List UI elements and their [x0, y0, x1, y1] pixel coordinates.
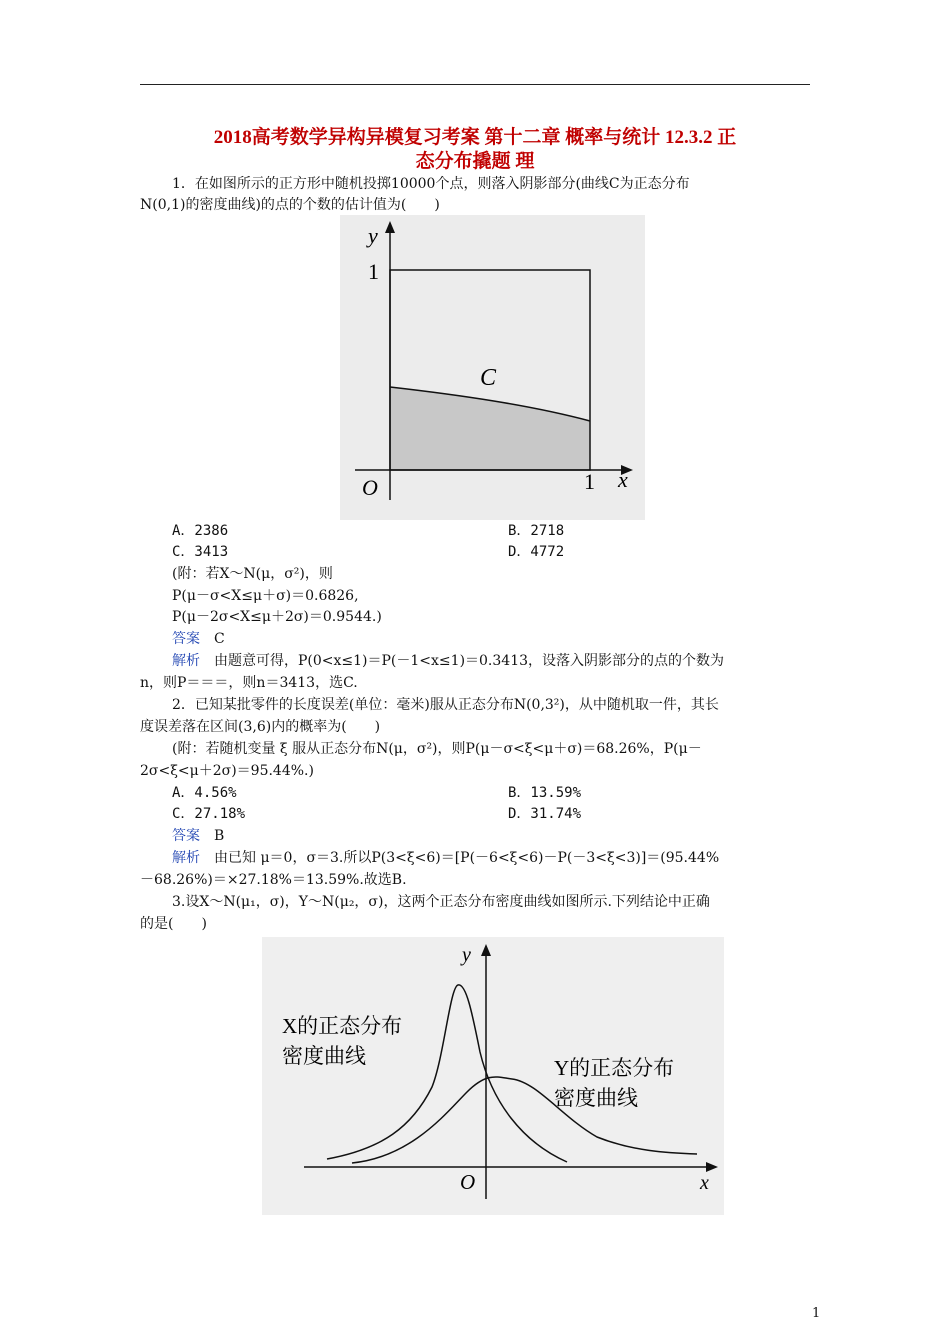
fig3-origin: O [460, 1170, 476, 1194]
fig1-one-x: 1 [584, 469, 595, 494]
fig3-y-label: y [462, 944, 471, 966]
q2-text-1: 2．已知某批零件的长度误差(单位：毫米)服从正态分布N(0,3²)，从中随机取一件，其长 [172, 697, 719, 713]
fig1-c-label: C [480, 365, 497, 391]
q1-answer [172, 630, 225, 649]
title-line-2: 态分布撬题 理 [415, 151, 535, 172]
q1-note-2: P(μ－σ<X≤μ＋σ)＝0.6826, [172, 588, 359, 604]
q2-option-b: B．13.59% [508, 785, 582, 801]
fig3-y-curve-label-1: Y的正态分布 [554, 1056, 675, 1080]
q2-option-c: C．27.18% [172, 806, 246, 822]
fig1-one-y: 1 [368, 259, 379, 284]
answer-value: C [214, 631, 225, 647]
q1-option-d: D．4772 [508, 544, 565, 560]
q2-note-2: 2σ<ξ<μ＋2σ)＝95.44%.) [140, 763, 314, 779]
fig3-x-curve-label-1: X的正态分布 [282, 1014, 403, 1038]
q1-option-b: B．2718 [508, 523, 565, 539]
answer-label: 答案 [172, 828, 200, 844]
solution-text: 由已知 μ＝0，σ＝3.所以P(3<ξ<6)＝[P(－6<ξ<6)－P(－3<ξ<3)]＝(95.44% [214, 850, 720, 866]
fig3-y-curve-label-2: 密度曲线 [554, 1086, 638, 1110]
solution-text: 由题意可得，P(0<x≤1)＝P(－1<x≤1)＝0.3413，设落入阴影部分的点的个数为 [214, 653, 725, 669]
q1-solution-1 [172, 652, 724, 671]
fig3-x-curve-label-2: 密度曲线 [282, 1044, 366, 1068]
fig1-origin: O [362, 475, 378, 500]
q3-text-1: 3.设X～N(μ₁，σ)，Y～N(μ₂，σ)，这两个正态分布密度曲线如图所示.下列结论中正确 [172, 894, 710, 910]
answer-value: B [214, 828, 225, 844]
q2-option-d: D．31.74% [508, 806, 582, 822]
q2-answer [172, 827, 224, 846]
solution-label: 解析 [172, 653, 200, 669]
q2-solution-2: －68.26%)＝×27.18%＝13.59%.故选B. [140, 872, 407, 888]
q1-note-1: (附：若X～N(μ，σ²)，则 [172, 566, 333, 582]
q1-option-c: C．3413 [172, 544, 229, 560]
solution-label: 解析 [172, 850, 200, 866]
q1-option-a: A．2386 [172, 523, 229, 539]
q2-solution-1 [172, 849, 719, 868]
q3-text-2: 的是( ) [140, 916, 207, 932]
answer-label: 答案 [172, 631, 200, 647]
q1-solution-2: n，则P＝＝＝，则n＝3413，选C. [140, 675, 358, 691]
q3-figure [262, 937, 724, 1215]
q2-note-1: (附：若随机变量 ξ 服从正态分布N(μ，σ²)，则P(μ－σ<ξ<μ＋σ)＝68.26%，P(μ－ [172, 741, 702, 757]
fig3-x-label: x [700, 1172, 709, 1194]
title-line-1: 2018高考数学异构异模复习考案 第十二章 概率与统计 12.3.2 正 [213, 127, 737, 148]
q1-text-1: 1．在如图所示的正方形中随机投掷10000个点，则落入阴影部分(曲线C为正态分布 [172, 176, 690, 192]
q1-figure [340, 215, 645, 520]
fig1-x-label: x [618, 467, 628, 492]
q1-text-2: N(0,1)的密度曲线)的点的个数的估计值为( ) [140, 197, 440, 213]
q2-text-2: 度误差落在区间(3,6)内的概率为( ) [140, 719, 381, 735]
q2-option-a: A．4.56% [172, 785, 237, 801]
q1-note-3: P(μ－2σ<X≤μ＋2σ)＝0.9544.) [172, 609, 382, 625]
header-rule [140, 84, 810, 85]
fig1-y-label: y [368, 223, 378, 248]
page-number: 1 [812, 1306, 821, 1321]
